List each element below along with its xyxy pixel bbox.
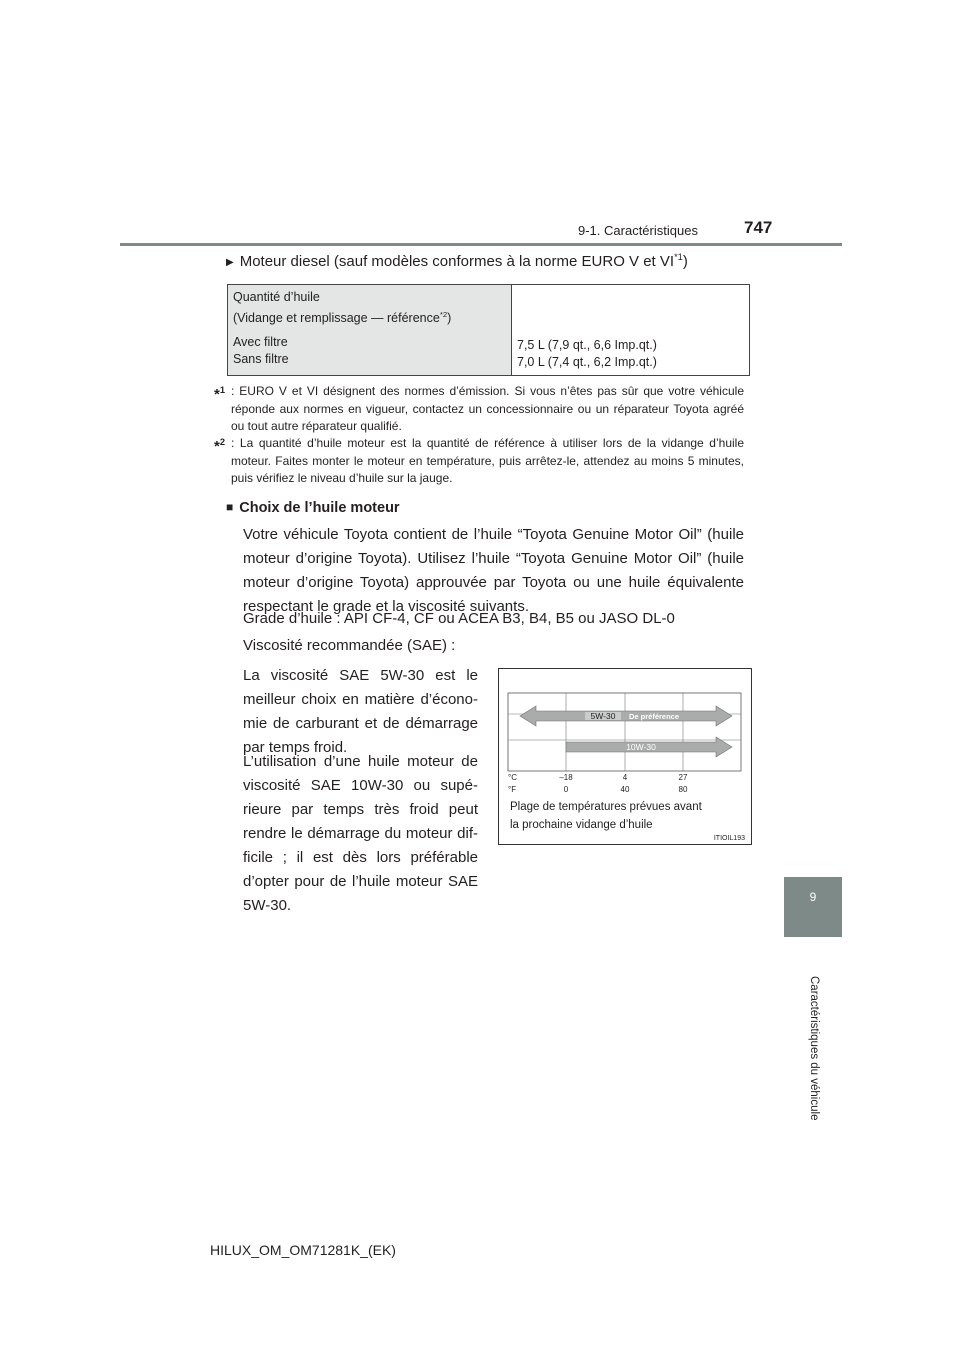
viscosity-chart: [498, 668, 752, 845]
table-value-cell: [512, 285, 750, 376]
oil-choice-heading-text: Choix de l’huile moteur: [239, 500, 400, 516]
series-label-5w30: 5W-30: [590, 711, 616, 721]
engine-item: [226, 252, 688, 270]
chart-frame: [508, 693, 741, 771]
engine-item-close: ): [682, 253, 688, 270]
chapter-number: 9: [809, 890, 817, 904]
table-header-cell: [228, 285, 512, 376]
footnote-1: [214, 383, 744, 436]
viscosity-label: Viscosité recommandée (SAE) :: [243, 637, 456, 654]
table-header-line1: Quantité d’huile: [233, 290, 320, 304]
axis-label-celsius: °C: [508, 773, 517, 782]
footnote-mark: *: [214, 386, 220, 403]
footnote-mark: *: [214, 438, 220, 455]
tick-c: –18: [559, 773, 573, 782]
engine-item-text: Moteur diesel (sauf modèles conformes à la norme EURO V et VI: [239, 253, 675, 270]
value-with-filter: 7,5 L (7,9 qt., 6,6 Imp.qt.): [517, 338, 657, 352]
footnote-num: 2: [219, 437, 226, 447]
chapter-tab[interactable]: [784, 877, 842, 937]
footnote-ref: *2: [439, 310, 448, 319]
footnote-text: : La quantité d’huile moteur est la quantité de référence à utiliser lors de la vidange d’huile moteur. Faites monter le moteur en température, puis arrêtez-le, attendez au moins 5 minutes, puis vérifiez le niveau d’huile sur la jauge.: [231, 436, 744, 485]
tick-c: 4: [622, 773, 628, 782]
header-rule: [120, 243, 842, 246]
viscosity-chart-svg: [499, 669, 751, 844]
square-bullet-icon: ■: [226, 500, 234, 514]
series-label-10w30: 10W-30: [626, 742, 656, 752]
axis-label-fahrenheit: °F: [508, 785, 517, 794]
series-bar-5w30: [520, 706, 732, 726]
tick-f: 40: [620, 785, 630, 794]
oil-choice-heading: [226, 500, 400, 516]
document-code: HILUX_OM_OM71281K_(EK): [210, 1242, 396, 1258]
section-title: 9-1. Caractéristiques: [578, 223, 698, 238]
oil-capacity-table: [227, 284, 750, 376]
tick-c: 27: [678, 773, 688, 782]
triangle-bullet-icon: ▶: [226, 257, 234, 268]
footnote-num: 1: [219, 385, 226, 395]
footnote-text: : EURO V et VI désignent des normes d’émission. Si vous n’êtes pas sûr que votre véhicule réponde aux normes en vigueur, contactez un concessionnaire ou un réparateur Toyota agréé ou tout autre réparateur qualifié.: [231, 384, 744, 433]
page-number: 747: [744, 218, 773, 237]
row-label-with-filter: Avec filtre: [233, 335, 288, 350]
oil-grade: Grade d’huile : API CF-4, CF ou ACEA B3, B4, B5 ou JASO DL-0: [243, 610, 675, 627]
value-without-filter: 7,0 L (7,4 qt., 6,2 Imp.qt.): [517, 355, 657, 369]
table-header-line2: (Vidange et remplissage — référence$^{*2}$): [233, 310, 452, 326]
chart-caption-line1: Plage de températures prévues avant: [510, 801, 702, 813]
tick-f: 80: [678, 785, 688, 794]
viscosity-text-10w30: L’utilisation d’une huile moteur de viscosité SAE 10W-30 ou supé-rieure par temps très froid peut rendre le démarrage du moteur dif-ficile ; il est dès lors préférable d’opter pour de l’huile moteur SAE 5W-30.: [243, 753, 478, 914]
footnote-ref: *1: [674, 252, 683, 262]
series-note-preferred: De préférence: [628, 712, 680, 721]
figure-id: ITIOIL193: [713, 835, 745, 842]
viscosity-text-5w30: La viscosité SAE 5W-30 est le meilleur choix en matière d’écono-mie de carburant et de démarrage par temps froid.: [243, 667, 478, 756]
footnote-2: [214, 435, 744, 488]
chart-caption-line2: la prochaine vidange d’huile: [510, 819, 653, 831]
chapter-label: Caractéristiques du véhicule: [808, 976, 820, 1121]
oil-choice-paragraph: Votre véhicule Toyota contient de l’huile “Toyota Genuine Motor Oil” (huile moteur d’origine Toyota). Utilisez l’huile “Toyota Genuine Motor Oil” (huile moteur d’origine Toyota) approuvée par Toyota ou une huile équivalente respectant le grade et la viscosité suivants.: [243, 526, 744, 615]
tick-f: 0: [563, 785, 569, 794]
row-label-without-filter: Sans filtre: [233, 352, 289, 367]
